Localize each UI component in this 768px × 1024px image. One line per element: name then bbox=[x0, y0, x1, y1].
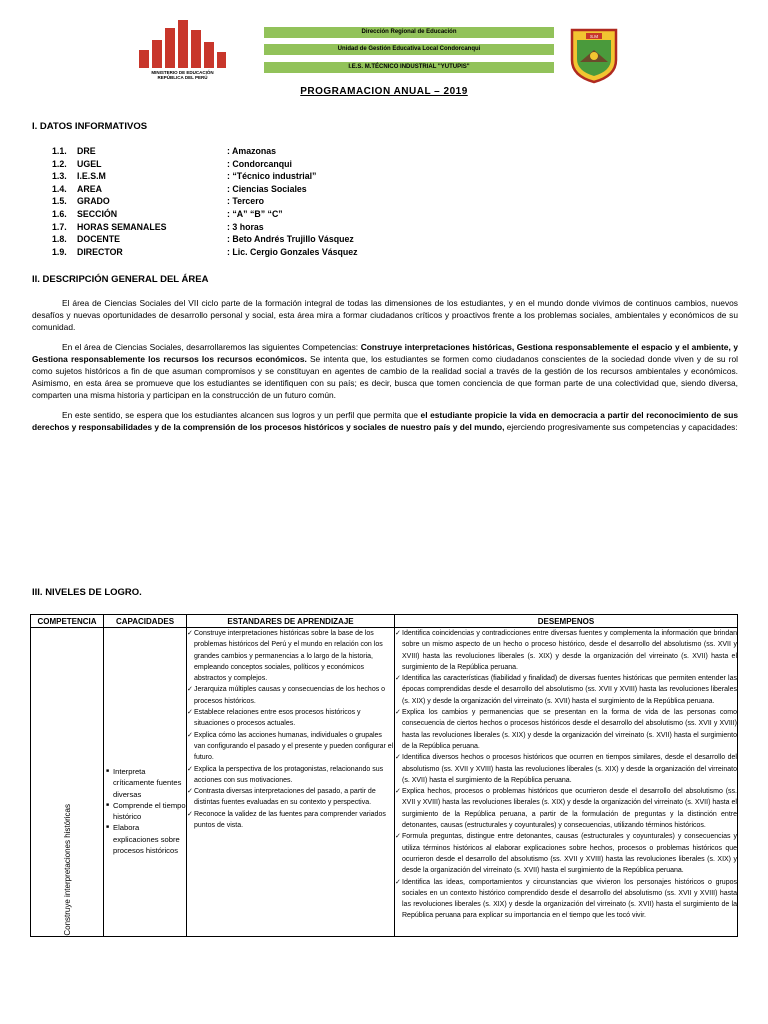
desempenos-list bbox=[395, 628, 737, 922]
info-row-number: 1.4. bbox=[52, 183, 67, 194]
description-text bbox=[32, 297, 738, 433]
capacidades-cell bbox=[104, 628, 187, 937]
section1-heading: I. DATOS INFORMATIVOS bbox=[32, 121, 148, 132]
section2-heading: II. DESCRIPCIÓN GENERAL DEL ÁREA bbox=[32, 274, 209, 285]
info-row-label: DOCENTE bbox=[77, 234, 121, 245]
info-row bbox=[52, 233, 354, 246]
desempenos-cell bbox=[395, 628, 738, 937]
info-row-label: AREA bbox=[77, 183, 102, 194]
document-title: PROGRAMACION ANUAL – 2019 bbox=[300, 86, 468, 97]
ministry-logo bbox=[135, 20, 230, 90]
info-row-number: 1.5. bbox=[52, 196, 67, 207]
capacidad-item: ■ Elabora explicaciones sobre procesos históricos bbox=[106, 822, 186, 856]
info-row-value: : Tercero bbox=[227, 196, 264, 207]
header-band-school: I.E.S. M.TÉCNICO INDUSTRIAL "YUTUPIS" bbox=[264, 62, 554, 73]
info-row-number: 1.6. bbox=[52, 209, 67, 219]
info-row-value: : 3 horas bbox=[227, 221, 264, 232]
info-row-number: 1.1. bbox=[52, 146, 67, 156]
col-competencia: COMPETENCIA bbox=[31, 615, 104, 628]
info-row-label: DRE bbox=[77, 146, 96, 156]
info-row-number: 1.7. bbox=[52, 221, 67, 232]
info-row bbox=[52, 195, 264, 208]
school-crest bbox=[570, 26, 618, 84]
competencia-cell bbox=[31, 628, 104, 937]
header-band-ugel: Unidad de Gestión Educativa Local Condorcanqui bbox=[264, 44, 554, 55]
info-row-value: : Amazonas bbox=[227, 146, 277, 156]
estandar-item: ✓ Construye interpretaciones históricas sobre la base de los problemas históricos del Perú y el mundo en relación con los grandes cambios y permanencias a lo largo de la historia, empleando conceptos sociales, políticos y económicos abstractos y complejos. bbox=[187, 628, 394, 684]
table-header-row bbox=[31, 615, 738, 628]
info-row bbox=[52, 208, 283, 221]
info-row-number: 1.2. bbox=[52, 158, 67, 169]
ministry-logo-text: MINISTERIO DE EDUCACIÓN REPÚBLICA DEL PERÚ bbox=[151, 70, 214, 80]
info-row bbox=[52, 145, 276, 158]
info-row bbox=[52, 183, 307, 196]
section3-heading: III. NIVELES DE LOGRO. bbox=[32, 587, 142, 598]
desempeno-item: ✓ Identifica coincidencias y contradicciones entre diversas fuentes y complementa la información que brindan sobre un mismo aspecto de un hecho o proceso histórico, desde el desarrollo del absolutismo (ss. XVII y XVIII) hasta las revoluciones liberales (s. XIX) y desde la organización del virreinato (s. XVII) hasta el surgimiento de la República peruana. bbox=[395, 628, 737, 673]
capacidad-item: ■ Interpreta críticamente fuentes diversas bbox=[106, 766, 186, 800]
crest-text: S.M bbox=[589, 34, 599, 39]
info-row bbox=[52, 158, 292, 171]
estandares-cell bbox=[187, 628, 395, 937]
competencia-label: Construye interpretaciones históricas bbox=[62, 804, 72, 936]
estandar-item: ✓ Explica la perspectiva de los protagonistas, relacionando sus acciones con sus motivaciones. bbox=[187, 764, 394, 787]
info-row bbox=[52, 170, 316, 183]
desempeno-item: ✓ Formula preguntas, distingue entre detonantes, causas (estructurales y coyunturales) y consecuencias y utiliza términos históricos al elaborar explicaciones sobre hechos, procesos o problemas históricos que ocurrieron desde el desarrollo del absolutismo (ss. XVII y XVIII) hasta las revoluciones liberales (s. XIX) y desde la organización del virreinato (s. XVII) hasta el surgimiento de la República peruana. bbox=[395, 831, 737, 876]
info-row bbox=[52, 221, 264, 234]
col-capacidades: CAPACIDADES bbox=[104, 615, 187, 628]
info-row-number: 1.8. bbox=[52, 234, 67, 245]
capacidad-item: ■ Comprende el tiempo histórico bbox=[106, 800, 186, 823]
table-row bbox=[31, 628, 738, 937]
info-row-value: : Beto Andrés Trujillo Vásquez bbox=[227, 234, 354, 245]
info-row-label: SECCIÓN bbox=[77, 209, 118, 219]
capacidades-list bbox=[104, 766, 186, 856]
logros-table bbox=[30, 614, 738, 937]
info-row-number: 1.9. bbox=[52, 246, 67, 257]
description-paragraph-1: El área de Ciencias Sociales del VII ciclo parte de la formación integral de todas las dimensiones de los estudiantes, y en el mundo donde vivimos de continuos cambios, nuevos desafíos y nuevas oportunidades de desarrollo personal y social, esta área mira a formar ciudadanos críticos y proactivos frente a los problemas sociales, ambientales y económicos de su comunidad. bbox=[32, 298, 738, 333]
info-row-value: : “A” “B” “C” bbox=[227, 209, 283, 219]
desempeno-item: ✓ Identifica las características (fiabilidad y finalidad) de diversas fuentes históricas que permiten entender las épocas comprendidas desde el desarrollo del absolutismo (ss. XVII y XVIII) hasta las revoluciones liberales (s. XIX) y desde la organización del virreinato (s. XVII) hasta el surgimiento de la República peruana. bbox=[395, 673, 737, 707]
col-estandares: ESTANDARES DE APRENDIZAJE bbox=[187, 615, 395, 628]
header-band-direccion: Dirección Regional de Educación bbox=[264, 27, 554, 38]
desempeno-item: ✓ Explica los cambios y permanencias que se presentan en la forma de vida de las personas como consecuencia de ciertos hechos o procesos históricos desde el desarrollo del absolutismo (ss. XVII y XVIII) hasta las revoluciones liberales (s. XIX) y desde la organización del virreinato (s. XVII) hasta el surgimiento de la República peruana. bbox=[395, 707, 737, 752]
info-row-value: : Ciencias Sociales bbox=[227, 183, 307, 194]
col-desempenos: DESEMPENOS bbox=[395, 615, 738, 628]
info-row bbox=[52, 246, 358, 259]
estandares-list bbox=[187, 628, 394, 831]
info-row-label: GRADO bbox=[77, 196, 110, 207]
school-crest-icon bbox=[570, 26, 618, 84]
info-row-value: : “Técnico industrial” bbox=[227, 171, 317, 182]
info-row-label: DIRECTOR bbox=[77, 246, 123, 257]
info-row-label: HORAS SEMANALES bbox=[77, 221, 167, 232]
info-row-number: 1.3. bbox=[52, 171, 67, 182]
desempeno-item: ✓ Identifica las ideas, comportamientos y circunstancias que vivieron los personajes históricos o grupos sociales en un contexto histórico comprendido desde el desarrollo del absolutismo (ss. XVII y XVIII) hasta las revoluciones liberales (s. XIX) y desde la organización del virreinato (s. XVII) hasta el surgimiento de la República peruana para explicar su importancia en el tiempo que les tocó vivir. bbox=[395, 877, 737, 922]
info-row-value: : Condorcanqui bbox=[227, 158, 292, 169]
desempeno-item: ✓ Identifica diversos hechos o procesos históricos que ocurren en tiempos similares, desde el desarrollo del absolutismo (ss. XVII y XVIII) hasta las revoluciones liberales (s. XIX) y desde la organización del virreinato (s. XVII) hasta el surgimiento de la República peruana. bbox=[395, 752, 737, 786]
info-row-label: UGEL bbox=[77, 158, 102, 169]
estandar-item: ✓ Establece relaciones entre esos procesos históricos y situaciones o procesos actuales. bbox=[187, 707, 394, 730]
description-paragraph-2: En el área de Ciencias Sociales, desarrollaremos las siguientes Competencias: Construye interpretaciones históricas, Gestiona responsablemente el espacio y el ambiente, y Gestiona responsablemente los recursos los recursos económicos. Se intenta que, los estudiantes se formen como ciudadanos conscientes de la sociedad donde viven y de su rol como sujetos históricos a fin de que asuman compromisos y se constituyan en agentes de cambio de la realidad social a través de la gestión de los recursos ambientales y económicos. Asimismo, en esta área se promueve que los estudiantes se identifiquen con su país; es decir, busca que tomen conciencia de que forman parte de una colectividad que, siendo diversa, comparten una misma historia y participan en la construcción de un futuro común. bbox=[32, 341, 738, 401]
info-row-value: : Lic. Cergio Gonzales Vásquez bbox=[227, 246, 358, 257]
ministry-logo-bars-icon bbox=[135, 20, 230, 70]
description-paragraph-3: En este sentido, se espera que los estudiantes alcancen sus logros y un perfil que permita que el estudiante propicie la vida en democracia a partir del reconocimiento de sus derechos y responsabilidades y de la comprensión de los procesos históricos y sociales de nuestro país y del mundo, ejerciendo progresivamente sus competencias y capacidades: bbox=[32, 409, 739, 432]
desempeno-item: ✓ Explica hechos, procesos o problemas históricos que ocurrieron desde el desarrollo del absolutismo (ss. XVII y XVIII) hasta las revoluciones liberales (s. XIX) y desde la organización del virreinato (s. XVII) hasta el surgimiento de la República peruana, a partir de la formulación de preguntas y la distinción entre detonantes, causas (estructurales y coyunturales) y consecuencias, utilizando términos históricos. bbox=[395, 786, 737, 831]
estandar-item: ✓ Reconoce la validez de las fuentes para comprender variados puntos de vista. bbox=[187, 809, 394, 832]
estandar-item: ✓ Contrasta diversas interpretaciones del pasado, a partir de distintas fuentes evaluadas en su contexto y perspectiva. bbox=[187, 786, 394, 809]
info-row-label: I.E.S.M bbox=[77, 171, 106, 182]
estandar-item: ✓ Jerarquiza múltiples causas y consecuencias de los hechos o procesos históricos. bbox=[187, 684, 394, 707]
estandar-item: ✓ Explica cómo las acciones humanas, individuales o grupales van configurando el pasado y el presente y pueden configurar el futuro. bbox=[187, 730, 394, 764]
